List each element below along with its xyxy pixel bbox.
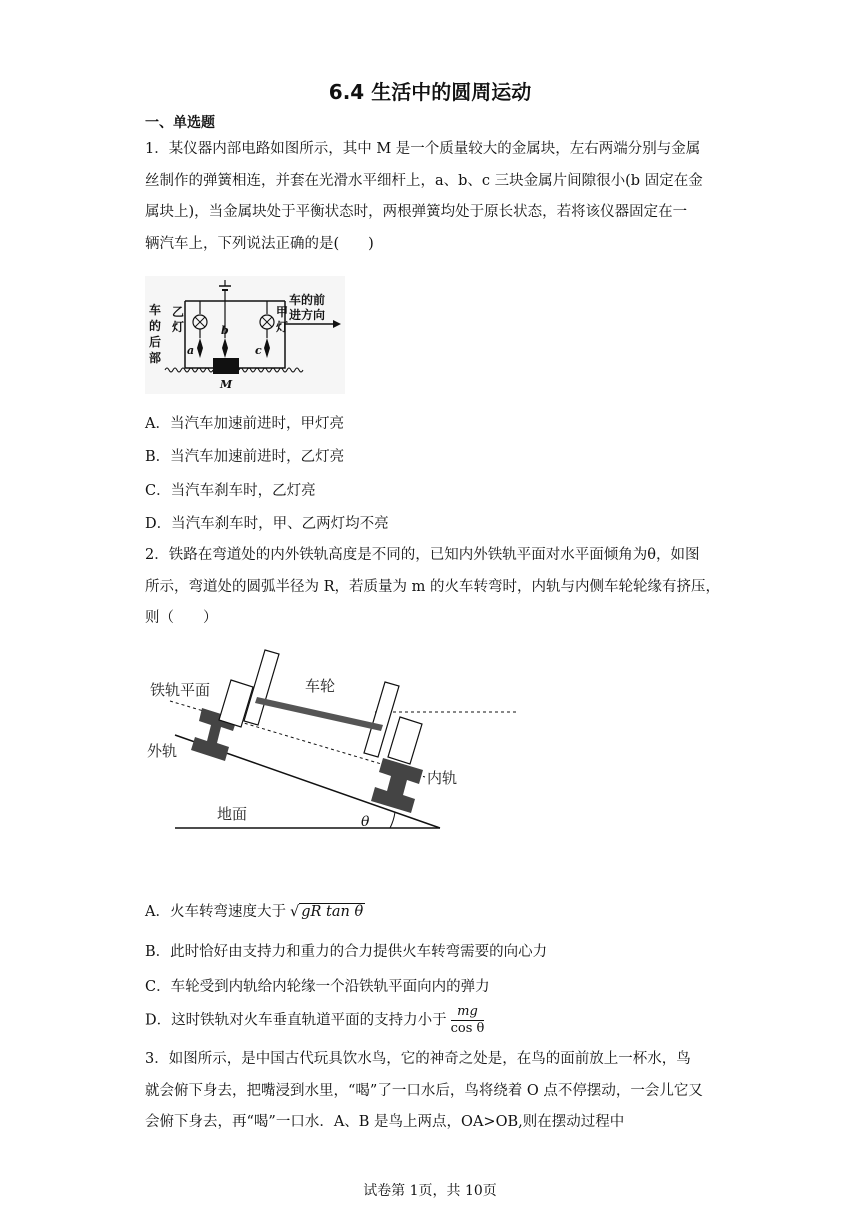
rail-plane-label: 铁轨平面: [150, 681, 211, 699]
rear-label: 部: [149, 351, 162, 365]
rear-label: 车: [149, 303, 162, 317]
ground-label: 地面: [217, 805, 248, 823]
lamp-jia-label: 甲: [276, 305, 289, 319]
page-footer: 试卷第 1页，共 10页: [363, 1183, 497, 1199]
rear-label: 后: [149, 335, 162, 349]
wheel-label: 车轮: [305, 677, 336, 695]
radicand: gR tan θ: [301, 904, 364, 920]
q1-line: 属块上)，当金属块处于平衡状态时，两根弹簧均处于原长状态，若将该仪器固定在一: [145, 204, 688, 220]
q2-option-a-text: A．火车转弯速度大于: [145, 904, 286, 920]
q1-circuit-diagram: [145, 276, 345, 394]
q2-option-a: [145, 900, 365, 921]
q1-option-d: D．当汽车刹车时，甲、乙两灯均不亮: [145, 516, 389, 532]
outer-rail-label: 外轨: [147, 742, 178, 760]
question-1-stem: [145, 134, 715, 260]
q2-option-b: B．此时恰好由支持力和重力的合力提供火车转弯需要的向心力: [145, 944, 548, 960]
q2-line: 则（ ）: [145, 610, 218, 626]
section-heading: 一、单选题: [145, 115, 215, 131]
fraction: [451, 1004, 485, 1037]
axle: [255, 697, 383, 731]
inner-rail: [371, 758, 423, 813]
q2-line: 2．铁路在弯道处的内外铁轨高度是不同的，已知内外铁轨平面对水平面倾角为θ，如图: [145, 547, 700, 563]
label-a: a: [187, 344, 195, 357]
fraction-denominator: cos θ: [450, 1021, 485, 1036]
q2-option-d-text: D．这时铁轨对火车垂直轨道平面的支持力小于: [145, 1012, 447, 1029]
q1-line: 1．某仪器内部电路如图所示，其中 M 是一个质量较大的金属块，左右两端分别与金属: [145, 141, 701, 157]
q3-line: 会俯下身去，再“喝”一口水．A、B 是鸟上两点，OA>OB,则在摆动过程中: [145, 1114, 625, 1130]
q2-option-c: C．车轮受到内轨给内轮缘一个沿铁轨平面向内的弹力: [145, 979, 490, 995]
angle-arc: [390, 812, 395, 828]
q1-option-b: B．当汽车加速前进时，乙灯亮: [145, 449, 345, 465]
q2-rail-diagram: [145, 645, 525, 835]
q1-line: 辆汽车上，下列说法正确的是( ): [145, 235, 374, 252]
page-title: 6.4 生活中的圆周运动: [328, 80, 532, 104]
inner-rail-label: 内轨: [427, 769, 458, 787]
fraction-numerator: mg: [451, 1004, 485, 1021]
rear-label: 的: [149, 319, 162, 333]
question-3-stem: [145, 1044, 715, 1139]
question-2-stem: [145, 540, 720, 635]
label-c: c: [255, 344, 262, 357]
angle-theta-label: θ: [361, 814, 370, 830]
q3-line: 就会俯下身去，把嘴浸到水里，“喝”了一口水后，鸟将绕着 O 点不停摆动，一会儿它又: [145, 1082, 703, 1099]
q2-option-d: [145, 1004, 484, 1037]
lamp-yi-label: 灯: [172, 320, 185, 334]
metal-block-m: [213, 358, 239, 374]
sqrt-formula: √ gR tan θ: [289, 904, 364, 920]
front-direction-label: 进方向: [289, 308, 326, 322]
right-wheel: [388, 717, 422, 764]
q1-option-a: A．当汽车加速前进时，甲灯亮: [145, 416, 344, 432]
q1-line: 丝制作的弹簧相连，并套在光滑水平细杆上，a、b、c 三块金属片间隙很小(b 固定在金: [145, 172, 703, 189]
q3-line: 3．如图所示，是中国古代玩具饮水鸟，它的神奇之处是，在鸟的面前放上一杯水，鸟: [145, 1051, 691, 1067]
front-direction-label: 车的前: [289, 293, 326, 307]
label-m: M: [220, 378, 233, 391]
q2-line: 所示，弯道处的圆弧半径为 R，若质量为 m 的火车转弯时，内轨与内侧车轮轮缘有挤压，: [145, 578, 720, 595]
lamp-yi-label: 乙: [172, 305, 185, 319]
label-b: b: [221, 324, 229, 337]
lamp-jia-label: 灯: [276, 320, 289, 334]
q1-option-c: C．当汽车刹车时，乙灯亮: [145, 483, 316, 499]
